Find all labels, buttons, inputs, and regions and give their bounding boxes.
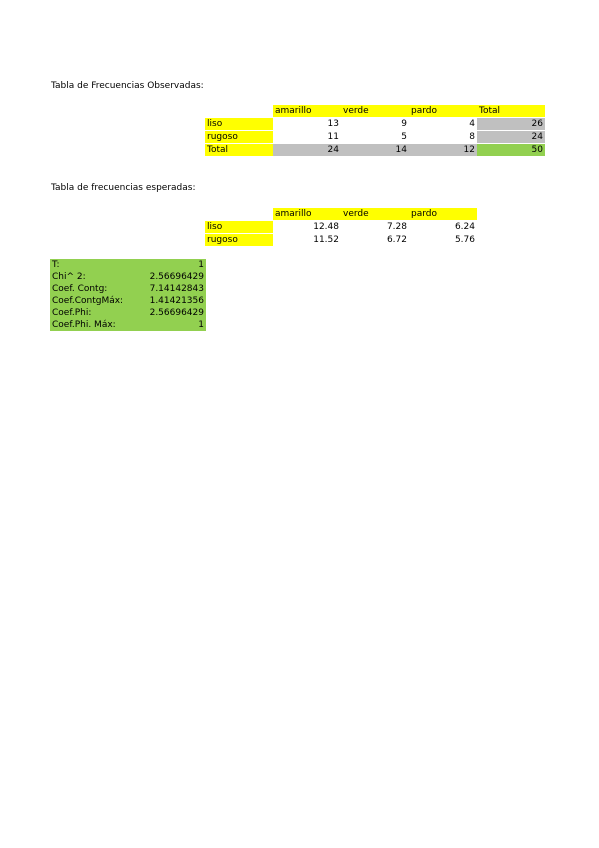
stat-label-chi2: Chi^ 2:	[50, 271, 136, 283]
expected-row-label-liso: liso	[205, 221, 273, 233]
expected-cell: 7.28	[386, 222, 407, 232]
observed-cell: 9	[401, 119, 407, 129]
observed-cell: 13	[327, 119, 339, 129]
stat-value-t: 1	[136, 259, 206, 271]
observed-row-total: 26	[477, 118, 545, 130]
stat-value-coef-contg: 7.14142843	[136, 283, 206, 295]
observed-cell: 11	[327, 132, 339, 142]
observed-row-label-liso: liso	[205, 118, 273, 130]
observed-cell: 5	[401, 132, 407, 142]
stat-label-coef-contg-max: Coef.ContgMáx:	[50, 295, 136, 307]
expected-cell: 11.52	[313, 235, 339, 245]
observed-table-title: Tabla de Frecuencias Observadas:	[51, 81, 204, 91]
expected-header-verde: verde	[341, 208, 409, 220]
expected-cell: 5.76	[454, 235, 475, 245]
observed-column-total: 14	[341, 144, 409, 156]
stat-value-coef-phi-max: 1	[136, 319, 206, 331]
expected-cell: 6.24	[454, 222, 475, 232]
stat-label-coef-phi: Coef.Phi:	[50, 307, 136, 319]
observed-column-total: 24	[273, 144, 341, 156]
observed-header-total: Total	[477, 105, 545, 117]
observed-total-label: Total	[205, 144, 273, 156]
stat-value-chi2: 2.56696429	[136, 271, 206, 283]
expected-cell: 6.72	[386, 235, 407, 245]
observed-cell: 4	[469, 119, 475, 129]
stat-value-coef-contg-max: 1.41421356	[136, 295, 206, 307]
observed-cell: 8	[469, 132, 475, 142]
stat-label-coef-contg: Coef. Contg:	[50, 283, 136, 295]
expected-table-title: Tabla de frecuencias esperadas:	[51, 183, 196, 193]
expected-header-amarillo: amarillo	[273, 208, 341, 220]
stat-value-coef-phi: 2.56696429	[136, 307, 206, 319]
observed-row-label-rugoso: rugoso	[205, 131, 273, 143]
expected-row-label-rugoso: rugoso	[205, 234, 273, 246]
stat-label-coef-phi-max: Coef.Phi. Máx:	[50, 319, 136, 331]
expected-cell: 12.48	[313, 222, 339, 232]
observed-header-verde: verde	[341, 105, 409, 117]
observed-header-amarillo: amarillo	[273, 105, 341, 117]
observed-header-pardo: pardo	[409, 105, 477, 117]
observed-column-total: 12	[409, 144, 477, 156]
observed-row-total: 24	[477, 131, 545, 143]
observed-grand-total: 50	[477, 144, 545, 156]
stat-label-t: T:	[50, 259, 136, 271]
expected-header-pardo: pardo	[409, 208, 477, 220]
